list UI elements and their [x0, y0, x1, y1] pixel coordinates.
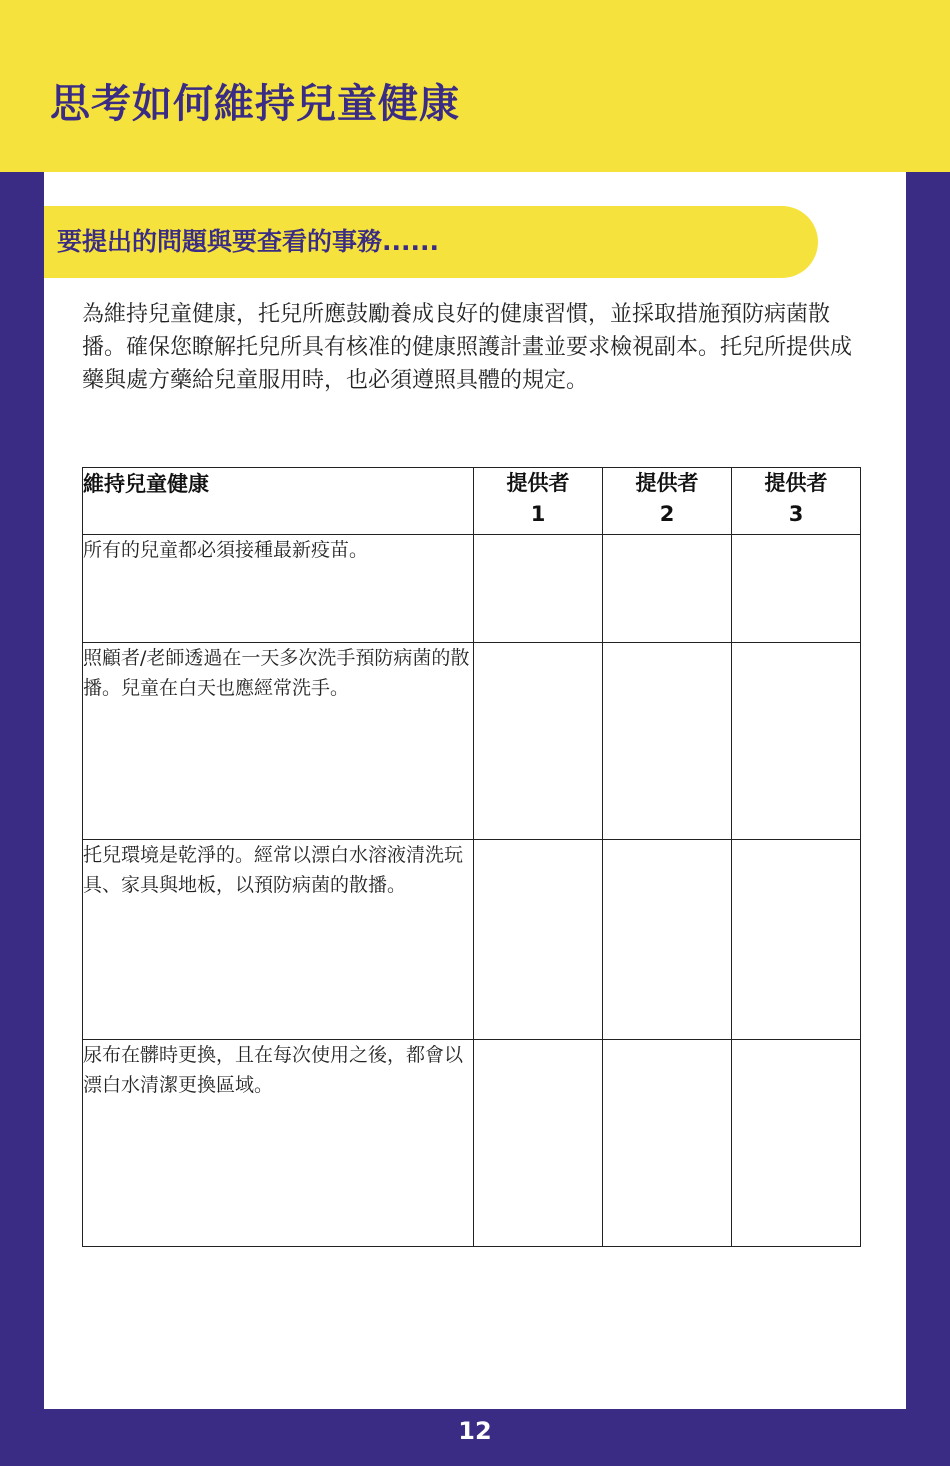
provider-1-cell[interactable] — [474, 840, 603, 1040]
page-number: 12 — [458, 1417, 492, 1445]
provider-3-cell[interactable] — [732, 643, 861, 840]
provider-label: 提供者 — [506, 471, 570, 495]
provider-label: 提供者 — [764, 471, 828, 495]
provider-number: 2 — [659, 502, 675, 526]
provider-1-cell[interactable] — [474, 1040, 603, 1247]
provider-3-cell[interactable] — [732, 535, 861, 643]
table-row — [83, 1040, 861, 1247]
provider-1-cell[interactable] — [474, 535, 603, 643]
table-row — [83, 535, 861, 643]
checklist-table — [82, 467, 861, 1247]
section-title: 要提出的問題與要查看的事務...... — [57, 227, 439, 256]
table-row — [83, 840, 861, 1040]
provider-label: 提供者 — [635, 471, 699, 495]
row-item-text: 所有的兒童都必須接種最新疫苗。 — [83, 535, 474, 643]
provider-1-cell[interactable] — [474, 643, 603, 840]
column-header-provider-3 — [732, 468, 861, 535]
column-header-provider-2 — [603, 468, 732, 535]
column-header-item: 維持兒童健康 — [83, 468, 474, 535]
provider-3-cell[interactable] — [732, 1040, 861, 1247]
provider-2-cell[interactable] — [603, 535, 732, 643]
intro-paragraph: 為維持兒童健康，托兒所應鼓勵養成良好的健康習慣，並採取措施預防病菌散播。確保您瞭解托兒所具有核准的健康照護計畫並要求檢視副本。托兒所提供成藥與處方藥給兒童服用時，也必須遵照具體的規定。 — [82, 302, 853, 393]
row-item-text: 尿布在髒時更換，且在每次使用之後，都會以漂白水清潔更換區域。 — [83, 1040, 474, 1247]
provider-number: 3 — [788, 502, 804, 526]
provider-3-cell[interactable] — [732, 840, 861, 1040]
table-header-row — [83, 468, 861, 535]
row-item-text: 托兒環境是乾淨的。經常以漂白水溶液清洗玩具、家具與地板，以預防病菌的散播。 — [83, 840, 474, 1040]
table-row — [83, 643, 861, 840]
column-header-provider-1 — [474, 468, 603, 535]
provider-number: 1 — [530, 502, 546, 526]
row-item-text: 照顧者/老師透過在一天多次洗手預防病菌的散播。兒童在白天也應經常洗手。 — [83, 643, 474, 840]
provider-2-cell[interactable] — [603, 1040, 732, 1247]
page-title: 思考如何維持兒童健康 — [50, 81, 460, 127]
provider-2-cell[interactable] — [603, 643, 732, 840]
provider-2-cell[interactable] — [603, 840, 732, 1040]
